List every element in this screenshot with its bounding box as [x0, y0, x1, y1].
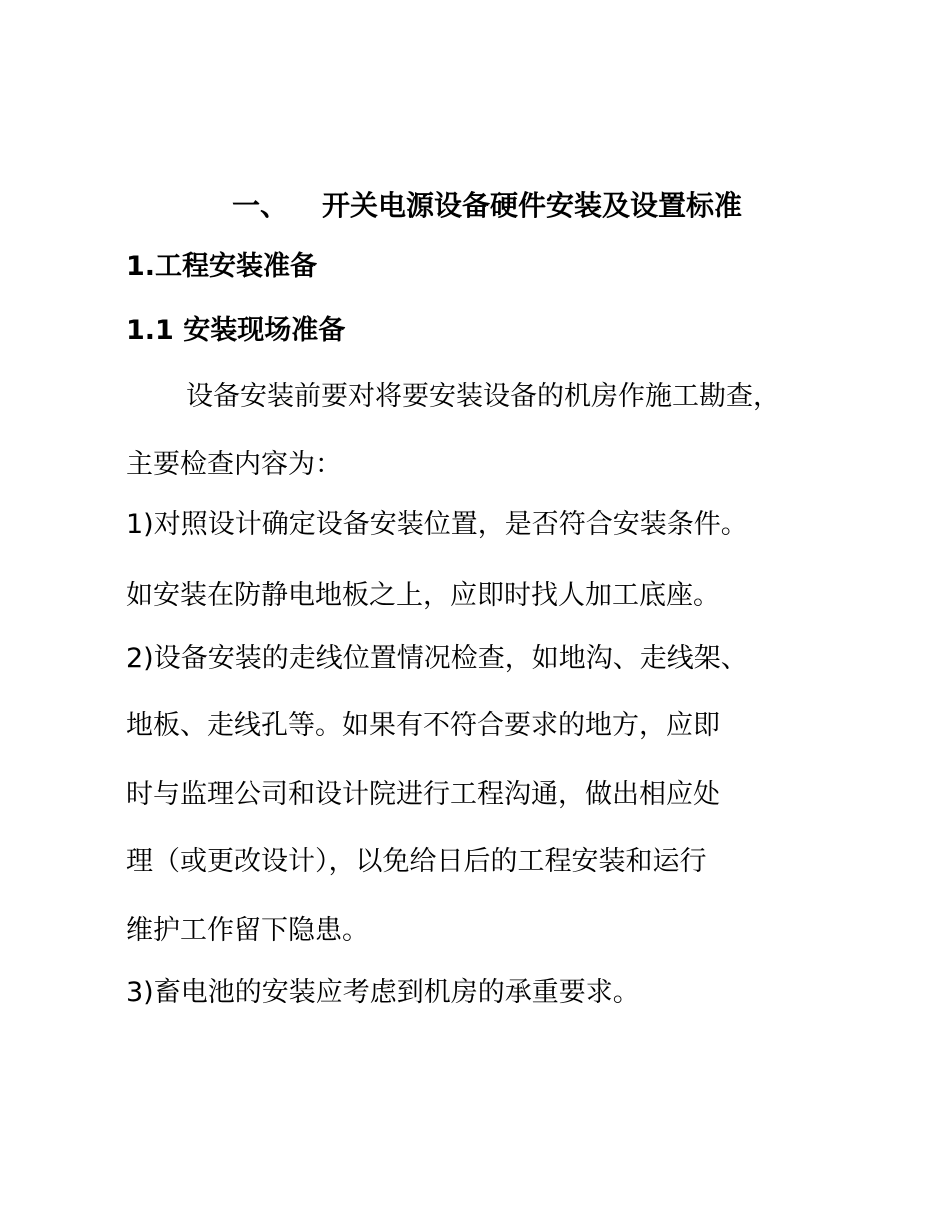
section-title-number: 一、 — [232, 189, 289, 222]
paragraph-line-2: 主要检查内容为： — [126, 449, 342, 480]
paragraph-line-1: 设备安装前要对将要安装设备的机房作施工勘查， — [186, 381, 780, 412]
paragraph-line-6: 地板、走线孔等。如果有不符合要求的地方，应即 — [126, 710, 720, 741]
paragraph-line-3: 1)对照设计确定设备安装位置，是否符合安装条件。 — [126, 509, 748, 540]
heading-site-preparation: 1.1 安装现场准备 — [126, 315, 346, 346]
heading-engineering-preparation: 1.工程安装准备 — [126, 251, 318, 282]
section-title-text: 开关电源设备硬件安装及设置标准 — [322, 189, 743, 222]
paragraph-line-5: 2)设备安装的走线位置情况检查，如地沟、走线架、 — [126, 643, 748, 674]
paragraph-line-7: 时与监理公司和设计院进行工程沟通，做出相应处 — [126, 779, 720, 810]
paragraph-line-9: 维护工作留下隐患。 — [126, 915, 369, 946]
paragraph-line-8: 理（或更改设计），以免给日后的工程安装和运行 — [126, 846, 707, 877]
paragraph-line-4: 如安装在防静电地板之上，应即时找人加工底座。 — [126, 580, 720, 611]
paragraph-line-10: 3)畜电池的安装应考虑到机房的承重要求。 — [126, 977, 640, 1008]
